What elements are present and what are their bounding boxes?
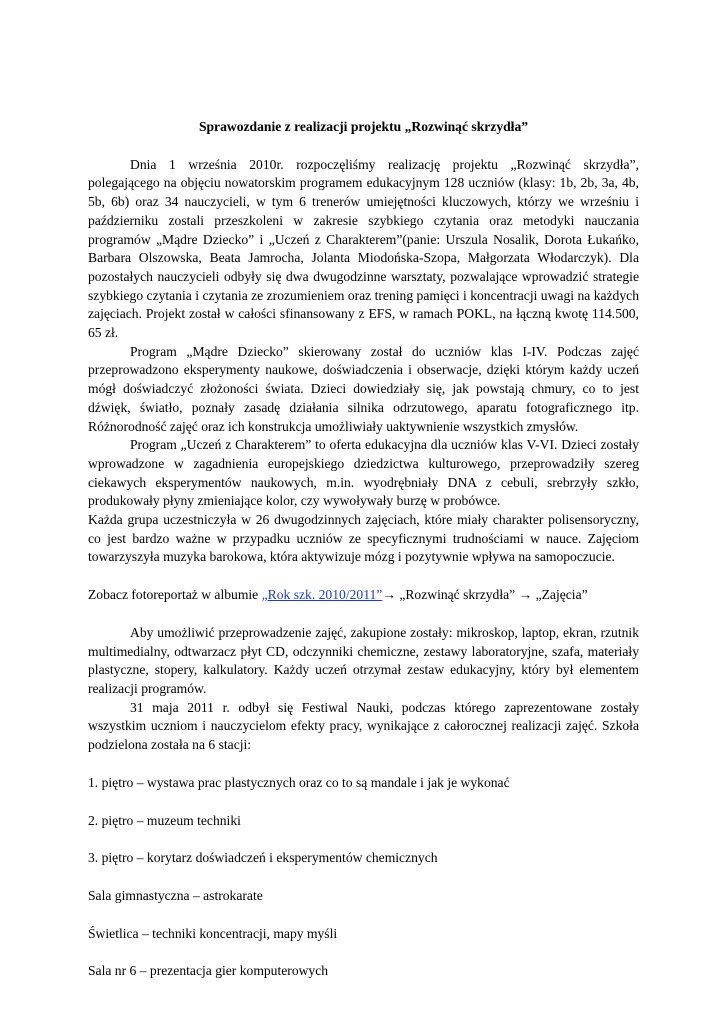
arrow-right-icon: → (518, 587, 533, 603)
document-title: Sprawozdanie z realizacji projektu „Rozwinąć skrzydła” (198, 119, 529, 134)
list-item: 2. piętro – muzeum techniki (88, 812, 241, 828)
photo-report-line (88, 586, 639, 605)
list-item: Sala gimnastyczna – astrokarate (88, 887, 263, 903)
document-page (88, 118, 639, 981)
paragraph-group-sessions: Każda grupa uczestniczyła w 26 dwugodzinnych zajęciach, które miały charakter polisensoryczny, co jest bardzo ważne w przypadku uczniów ze specyficznymi trudnościami w nauce. Zajęciom towarzyszyła muzyka barokowa, która aktywizuje mózg i pozytywnie wpływa na samopoczucie. (88, 512, 639, 565)
photo-report-prefix: Zobacz fotoreportaż w albumie (88, 587, 262, 603)
arrow-right-icon: → (382, 587, 396, 603)
album-link[interactable]: „Rok szk. 2010/2011” (261, 587, 383, 603)
album-subfolder-final: „Zajęcia” (532, 587, 588, 603)
paragraph-intro: Dnia 1 września 2010r. rozpoczęliśmy realizację projektu „Rozwinąć skrzydła”, polegającego na objęciu nowatorskim programem edukacyjnym 128 uczniów (klasy: 1b, 2b, 3a, 4b, 5b, 6b) oraz 34 nauczycieli, w tym 6 trenerów umiejętności kluczowych, którzy we wrześniu i październiku zostali przeszkoleni w zakresie szybkiego czytania oraz metodyki nauczania programów „Mądre Dziecko” i „Uczeń z Charakterem”(panie: Urszula Nosalik, Dorota Łukańko, Barbara Olszowska, Beata Jamrocha, Jolanta Miodońska-Szopa, Małgorzata Włodarczyk). Dla pozostałych nauczycieli odbyły się dwa dwugodzinne warsztaty, pozwalające wprowadzić strategie szybkiego czytania i czytania ze zrozumieniem oraz trening pamięci i koncentracji uwagi na każdych zajęciach. Projekt został w całości sfinansowany z EFS, w ramach POKL, na łączną kwotę 114.500, 65 zł. (88, 156, 639, 341)
list-item: 3. piętro – korytarz doświadczeń i eksperymentów chemicznych (88, 850, 438, 866)
list-item: Świetlica – techniki koncentracji, mapy myśli (88, 925, 338, 941)
list-item: Sala nr 6 – prezentacja gier komputerowych (88, 963, 329, 979)
paragraph-madre-dziecko: Program „Mądre Dziecko” skierowany został do uczniów klas I-IV. Podczas zajęć przeprowadzono eksperymenty naukowe, doświadczenia i obserwacje, dzięki którym każdy uczeń mógł doświadczyć złożoności świata. Dzieci dowiedziały się, jak powstają chmury, co to jest dźwięk, światło, poznały zasadę działania silnika odrzutowego, aparatu fotograficznego itp. Różnorodność zajęć oraz ich konstrukcja umożliwiały uaktywnienie wszystkich zmysłów. (88, 343, 639, 434)
paragraph-equipment: Aby umożliwić przeprowadzenie zajęć, zakupione zostały: mikroskop, laptop, ekran, rzutnik multimedialny, odtwarzacz płyt CD, odczynniki chemiczne, zestawy laboratoryjne, szafa, materiały plastyczne, stopery, kalkulatory. Każdy uczeń otrzymał zestaw edukacyjny, który był elementem realizacji programów. (88, 624, 639, 696)
list-item: 1. piętro – wystawa prac plastycznych oraz co to są mandale i jak je wykonać (88, 774, 510, 790)
stations-list (88, 774, 639, 981)
album-subfolder: „Rozwinąć skrzydła” (395, 587, 519, 603)
paragraph-science-festival: 31 maja 2011 r. odbył się Festiwal Nauki, podczas którego zaprezentowane zostały wszystkim uczniom i nauczycielom efekty pracy, wynikające z całorocznej realizacji zajęć. Szkoła podzielona została na 6 stacji: (88, 699, 639, 753)
paragraph-uczen-z-charakterem: Program „Uczeń z Charakterem” to oferta edukacyjna dla uczniów klas V-VI. Dzieci zostały wprowadzone w zagadnienia europejskiego dziedzictwa kulturowego, przeprowadziły szereg ciekawych eksperymentów naukowych, m.in. wyodrębniały DNA z cebuli, srebrzyły szkło, produkowały płyny zmieniające kolor, czy wywoływały burzę w probówce. (88, 437, 639, 509)
